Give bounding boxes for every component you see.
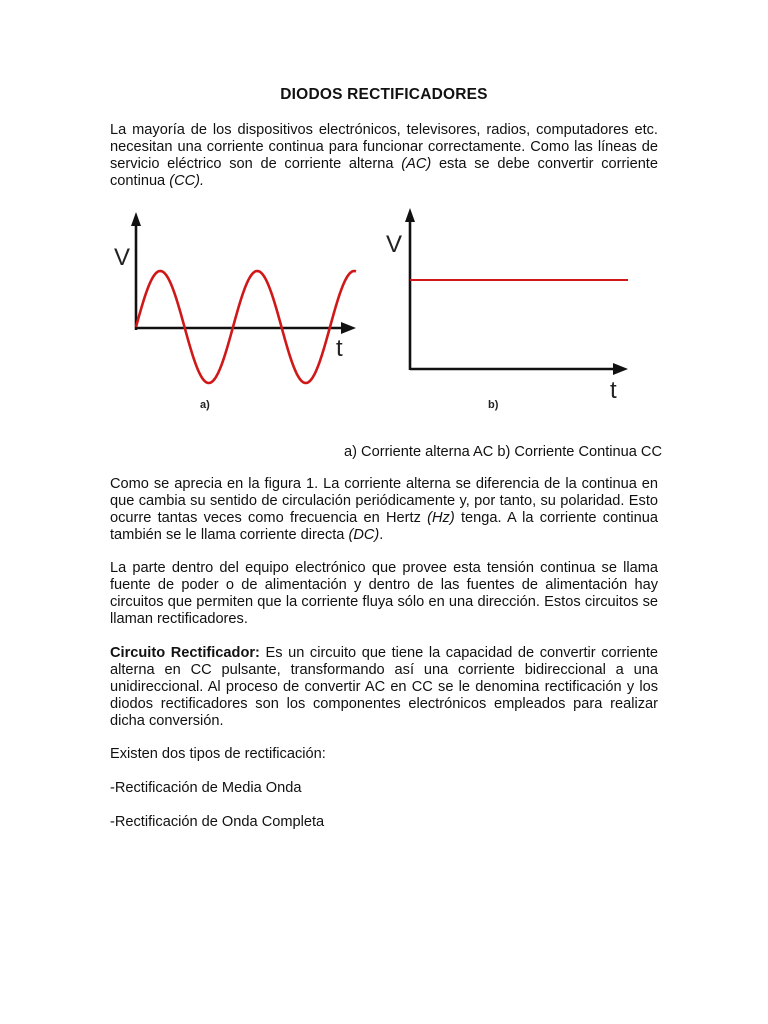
dc-y-label: V [386, 231, 403, 258]
page-title: DIODOS RECTIFICADORES [280, 86, 488, 103]
hz-italic: (Hz) [427, 510, 455, 526]
dc-x-label: t [610, 377, 617, 404]
ac-x-arrow-icon [341, 322, 356, 334]
ac-explanation-text-3: . [379, 527, 384, 543]
rectifier-circuit-paragraph [110, 645, 658, 730]
dc-x-arrow-icon [613, 363, 628, 375]
ac-explanation-text-2: tenga. A la corriente continua también se le llama corriente directa [110, 510, 658, 543]
dc-figure-tag: b) [488, 399, 499, 411]
ac-y-arrow-icon [131, 212, 141, 226]
full-wave-item: -Rectificación de Onda Completa [110, 814, 325, 830]
rectifier-circuit-term: Circuito Rectificador: [110, 645, 260, 661]
intro-ac-italic: (AC) [401, 156, 432, 172]
ac-y-label: V [114, 244, 131, 271]
ac-explanation-paragraph [110, 476, 658, 544]
ac-explanation-text-1: Como se aprecia en la figura 1. La corriente alterna se diferencia de la continua en que cambia su sentido de circulación periódicamente y, por tanto, su polaridad. Esto ocurre tantas veces como frecuencia en Hertz [110, 476, 658, 526]
intro-text-1: La mayoría de los dispositivos electrónicos, televisores, radios, computadores etc. necesitan una corriente continua para funcionar correctamente. Como las líneas de servicio eléctrico son de corriente alterna [110, 122, 658, 172]
dc-y-arrow-icon [405, 208, 415, 222]
dc-plot [386, 208, 628, 411]
intro-text-2: esta se debe convertir corriente continua [110, 156, 658, 189]
half-wave-item: -Rectificación de Media Onda [110, 780, 302, 796]
rectification-types-intro: Existen dos tipos de rectificación: [110, 746, 326, 762]
figure-caption: a) Corriente alterna AC b) Corriente Continua CC [344, 444, 662, 460]
intro-cc-italic: (CC). [169, 173, 205, 189]
ac-x-label: t [336, 335, 343, 362]
ac-figure-tag: a) [200, 399, 210, 411]
dc-italic: (DC) [348, 527, 380, 543]
power-supply-paragraph: La parte dentro del equipo electrónico que provee esta tensión continua se llama fuente de poder o de alimentación y dentro de las fuentes de alimentación hay circuitos que permiten que la corriente fluya sólo en una dirección. Estos circuitos se llaman rectificadores. [110, 560, 658, 627]
ac-plot [114, 212, 356, 411]
rectifier-circuit-definition: Es un circuito que tiene la capacidad de convertir corriente alterna en CC pulsante, transformando así una corriente bidireccional a una unidireccional. Al proceso de convertir AC en CC se le denomina rectificación y los diodos rectificadores son los componentes electrónicos empleados para realizar dicha conversión. [110, 645, 659, 729]
